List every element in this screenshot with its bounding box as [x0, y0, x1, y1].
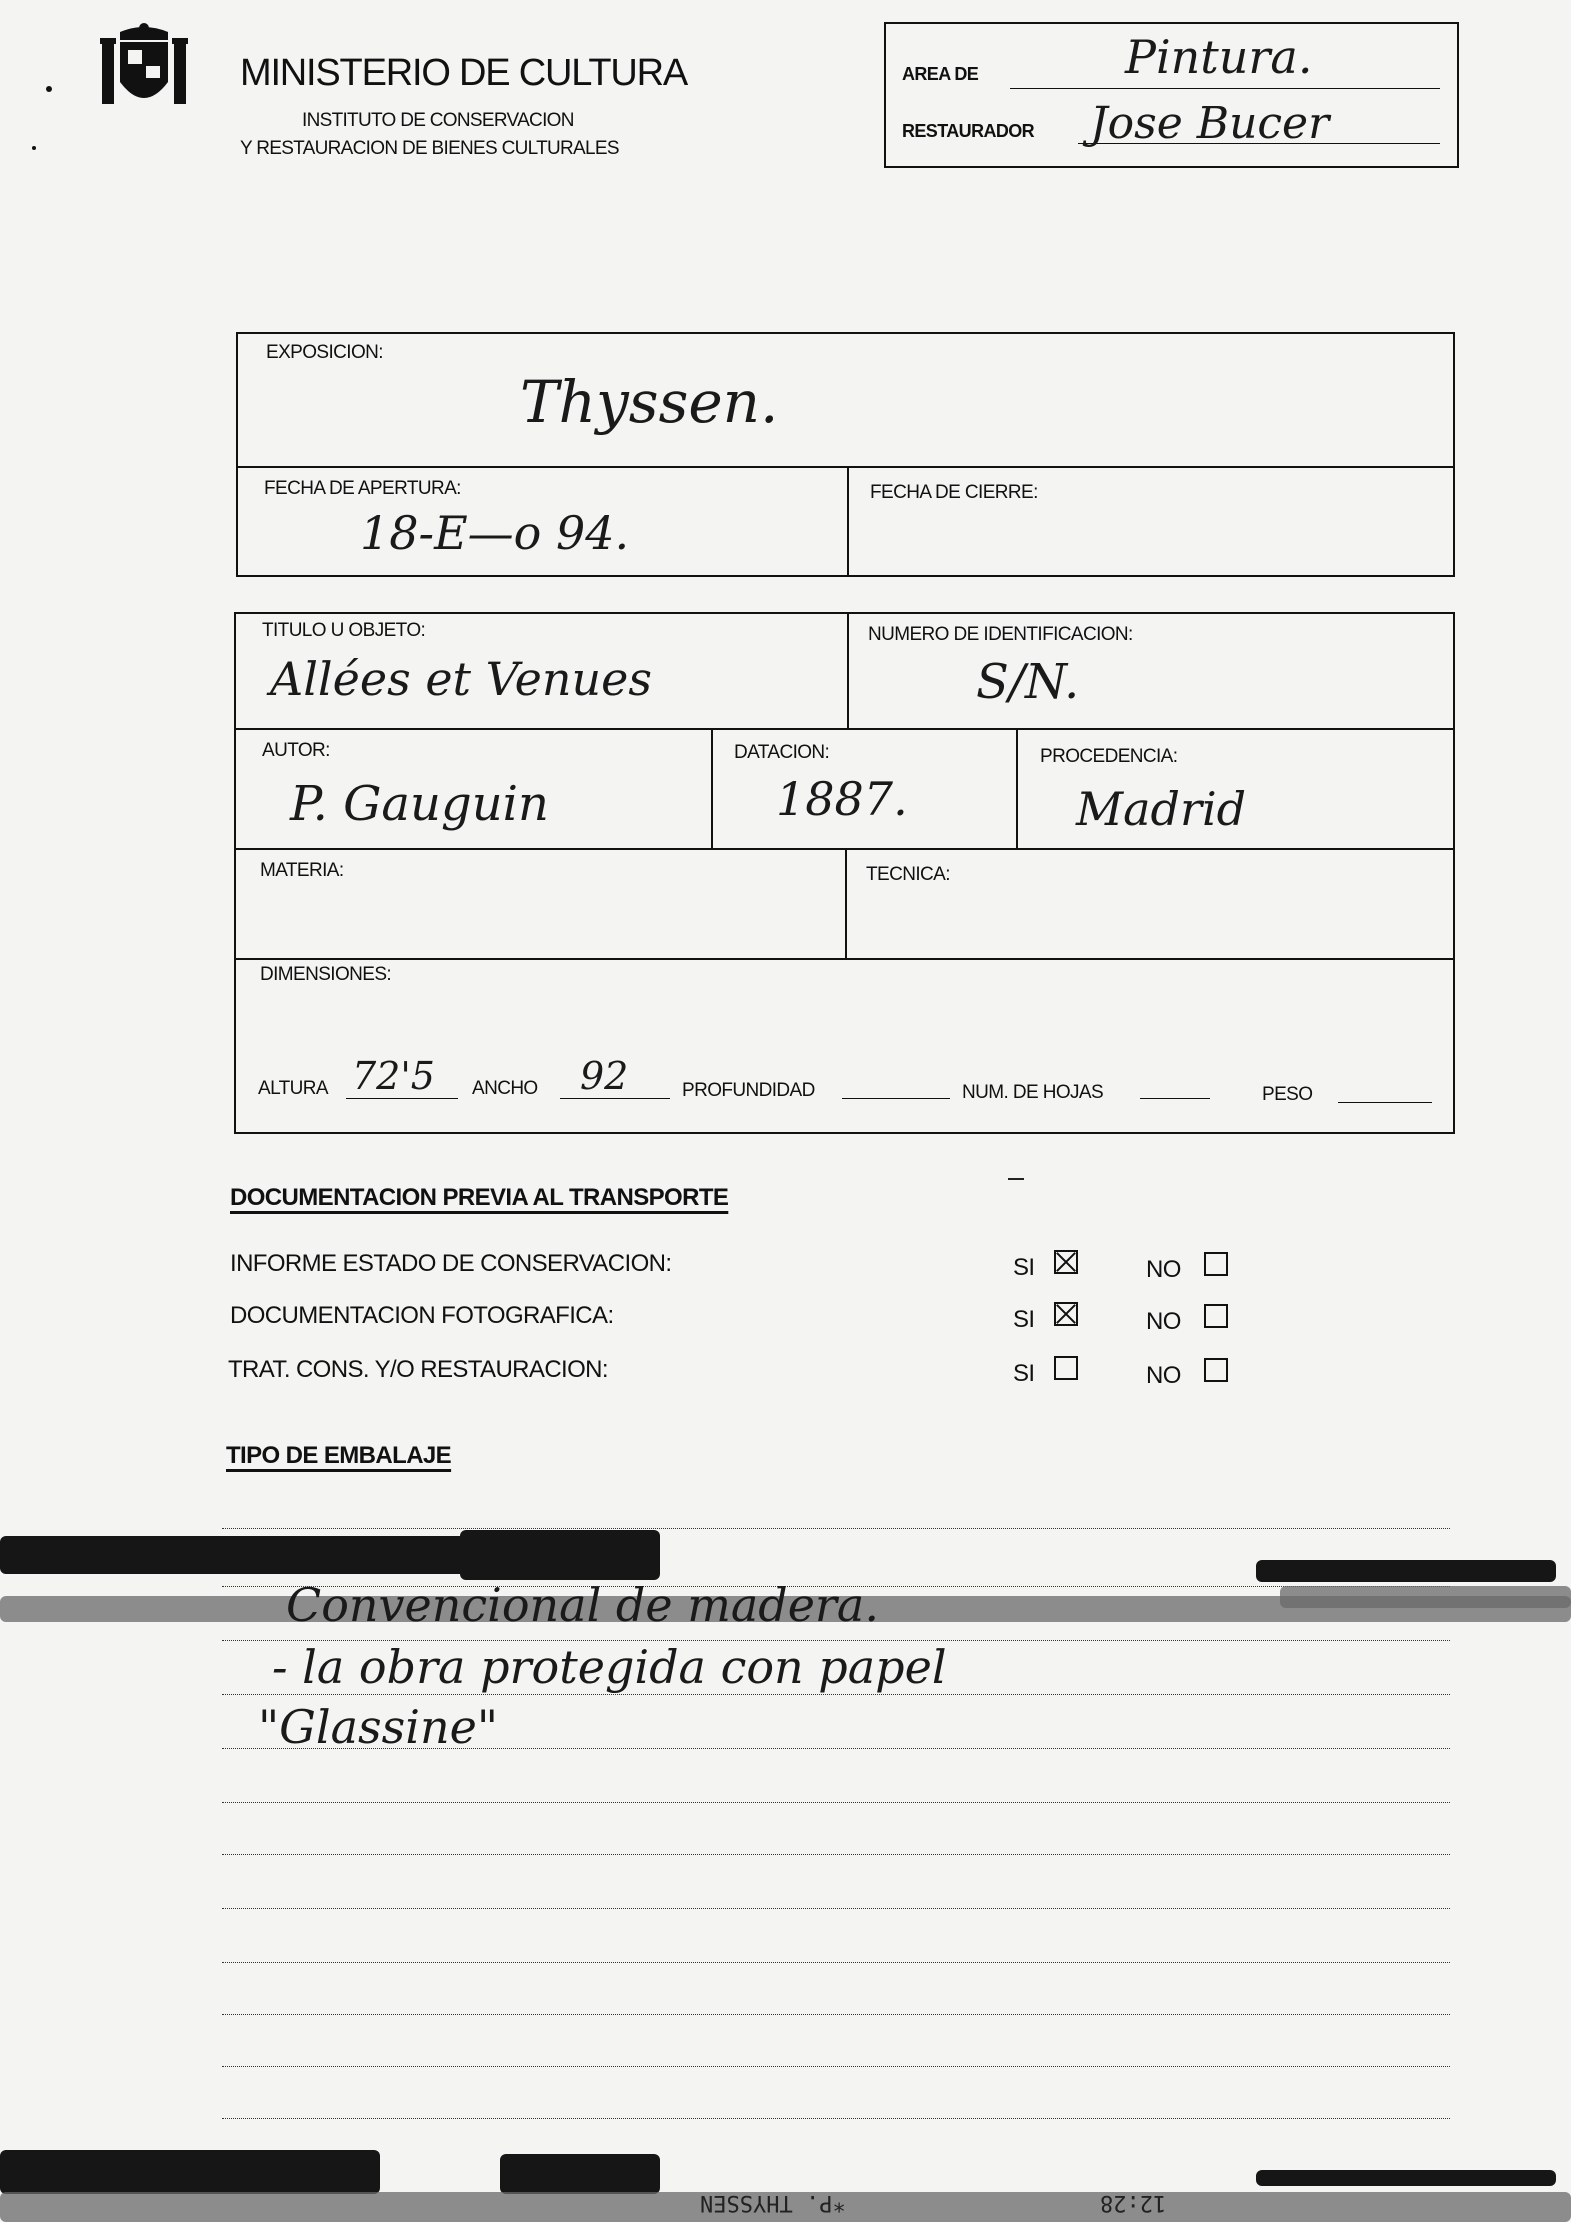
fax-smear [460, 1530, 660, 1580]
writing-line [222, 1694, 1450, 1695]
dot-mark [46, 86, 52, 92]
fax-header-text: *P. THYSSEN [700, 2190, 846, 2215]
documentacion-title: DOCUMENTACION PREVIA AL TRANSPORTE [230, 1184, 729, 1211]
doc-row-label: TRAT. CONS. Y/O RESTAURACION: [228, 1356, 608, 1383]
object-vline-1 [847, 612, 849, 728]
no-checkbox[interactable] [1204, 1252, 1228, 1276]
apertura-label: FECHA DE APERTURA: [264, 478, 461, 499]
object-vline-2 [711, 728, 713, 848]
area-field-line [1010, 88, 1440, 89]
exposicion-label: EXPOSICION: [266, 342, 383, 363]
writing-line [222, 1802, 1450, 1803]
ancho-label: ANCHO [472, 1078, 538, 1099]
writing-line [222, 1908, 1450, 1909]
si-label: SI [1013, 1306, 1035, 1333]
peso-field-line [1338, 1102, 1432, 1103]
area-value[interactable]: Pintura. [1125, 30, 1313, 84]
object-vline-3 [1016, 728, 1018, 848]
si-label: SI [1013, 1360, 1035, 1387]
doc-row-label: INFORME ESTADO DE CONSERVACION: [230, 1250, 672, 1277]
materia-label: MATERIA: [260, 860, 344, 881]
embalaje-line3[interactable]: "Glassine" [258, 1700, 498, 1754]
numero-label: NUMERO DE IDENTIFICACION: [868, 624, 1133, 645]
institute-line1: INSTITUTO DE CONSERVACION [302, 110, 574, 131]
si-checkbox[interactable] [1054, 1356, 1078, 1380]
procedencia-label: PROCEDENCIA: [1040, 746, 1178, 767]
institute-line2: Y RESTAURACION DE BIENES CULTURALES [240, 138, 619, 159]
embalaje-line2[interactable]: - la obra protegida con papel [272, 1640, 947, 1694]
fax-header-time: 12:28 [1100, 2190, 1167, 2215]
fax-smear [0, 2150, 380, 2194]
writing-line [222, 1854, 1450, 1855]
object-hline-1 [234, 728, 1455, 730]
doc-row-label: DOCUMENTACION FOTOGRAFICA: [230, 1302, 614, 1329]
restaurador-value[interactable]: Jose Bucer [1090, 98, 1330, 149]
no-label: NO [1146, 1308, 1181, 1335]
hojas-label: NUM. DE HOJAS [962, 1082, 1104, 1103]
coat-of-arms-icon [100, 22, 188, 112]
writing-line [222, 2118, 1450, 2119]
altura-label: ALTURA [258, 1078, 328, 1099]
writing-line [222, 1528, 1450, 1529]
datacion-value[interactable]: 1887. [776, 772, 908, 826]
si-label: SI [1013, 1254, 1035, 1281]
procedencia-value[interactable]: Madrid [1076, 782, 1247, 836]
tecnica-label: TECNICA: [866, 864, 950, 885]
numero-value[interactable]: S/N. [976, 654, 1080, 710]
cierre-label: FECHA DE CIERRE: [870, 482, 1038, 503]
embalaje-title: TIPO DE EMBALAJE [226, 1442, 452, 1469]
autor-label: AUTOR: [262, 740, 330, 761]
apertura-value[interactable]: 18-E—o 94. [360, 506, 630, 560]
fax-smear [1256, 2170, 1556, 2186]
writing-line [222, 1962, 1450, 1963]
fax-smear [1256, 1560, 1556, 1582]
ancho-value[interactable]: 92 [580, 1054, 629, 1098]
exhibition-vdivider [847, 466, 849, 577]
object-hline-3 [234, 958, 1455, 960]
titulo-label: TITULO U OBJETO: [262, 620, 426, 641]
exposicion-value[interactable]: Thyssen. [520, 368, 779, 436]
profundidad-field-line [842, 1098, 950, 1099]
altura-value[interactable]: 72'5 [352, 1054, 435, 1098]
fax-smear [1280, 1586, 1571, 1608]
altura-field-line [346, 1098, 458, 1099]
dimensiones-label: DIMENSIONES: [260, 964, 392, 985]
hojas-field-line [1140, 1098, 1210, 1099]
dot-mark [32, 146, 36, 150]
stray-mark [1008, 1178, 1024, 1180]
profundidad-label: PROFUNDIDAD [682, 1080, 815, 1101]
titulo-value[interactable]: Allées et Venues [270, 652, 652, 706]
no-checkbox[interactable] [1204, 1358, 1228, 1382]
ancho-field-line [560, 1098, 670, 1099]
restaurador-label: RESTAURADOR [902, 121, 1035, 141]
datacion-label: DATACION: [734, 742, 830, 763]
exhibition-divider [236, 466, 1455, 468]
ministry-title: MINISTERIO DE CULTURA [240, 52, 688, 94]
object-vline-4 [845, 848, 847, 958]
no-checkbox[interactable] [1204, 1304, 1228, 1328]
writing-line [222, 2066, 1450, 2067]
writing-line [222, 2014, 1450, 2015]
no-label: NO [1146, 1256, 1181, 1283]
si-checkbox[interactable] [1054, 1250, 1078, 1274]
peso-label: PESO [1262, 1084, 1313, 1105]
embalaje-line1[interactable]: Convencional de madera. [286, 1578, 879, 1632]
fax-smear [500, 2154, 660, 2194]
autor-value[interactable]: P. Gauguin [290, 776, 549, 832]
no-label: NO [1146, 1362, 1181, 1389]
si-checkbox[interactable] [1054, 1302, 1078, 1326]
area-label: AREA DE [902, 64, 979, 84]
